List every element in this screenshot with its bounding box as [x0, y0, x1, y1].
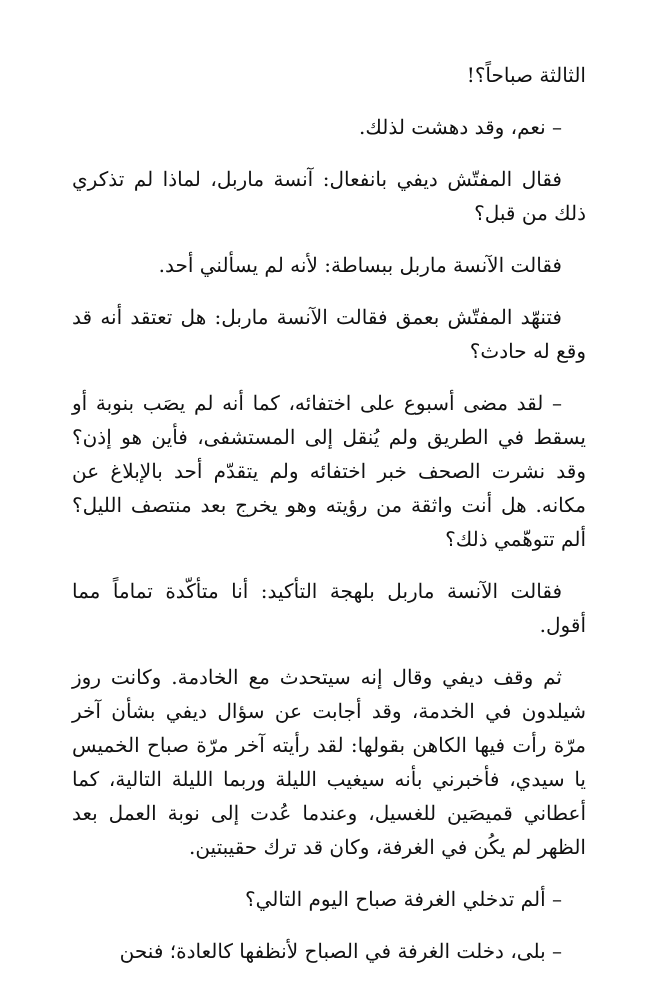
paragraph-1: الثالثة صباحاً؟!	[466, 63, 586, 87]
paragraph-2: – نعم، وقد دهشت لذلك.	[359, 115, 562, 139]
paragraph-5: فتنهّد المفتّش بعمق فقالت الآنسة ماربل: هل تعتقد أنه قد وقع له حادث؟	[72, 305, 586, 363]
paragraph-7: فقالت الآنسة ماربل بلهجة التأكيد: أنا متأكّدة تماماً مما أقول.	[72, 579, 586, 637]
paragraph-6: – لقد مضى أسبوع على اختفائه، كما أنه لم يصَب بنوبة أو يسقط في الطريق ولم يُنقل إلى المستشفى، فأين هو إذن؟ وقد نشرت الصحف خبر اختفائه ولم يتقدّم أحد بالإبلاغ عن مكانه. هل أنت واثقة من رؤيته وهو يخرج بعد منتصف الليل؟ ألم تتوهّمي ذلك؟	[72, 391, 586, 551]
paragraph-3: فقال المفتّش ديفي بانفعال: آنسة ماربل، لماذا لم تذكري ذلك من قبل؟	[72, 167, 586, 225]
book-page	[72, 58, 586, 986]
paragraph-8: ثم وقف ديفي وقال إنه سيتحدث مع الخادمة. وكانت روز شيلدون في الخدمة، وقد أجابت عن سؤال ديفي بشأن آخر مرّة رأت فيها الكاهن بقولها: لقد رأيته آخر مرّة صباح الخميس يا سيدي، فأخبرني بأنه سيغيب الليلة وربما الليلة التالية، كما أعطاني قميصَين للغسيل، وعندما عُدت إلى نوبة العمل بعد الظهر لم يكُن في الغرفة، وكان قد ترك حقيبتين.	[72, 665, 586, 859]
paragraph-4: فقالت الآنسة ماربل ببساطة: لأنه لم يسألني أحد.	[158, 253, 562, 277]
paragraph-10: – بلى، دخلت الغرفة في الصباح لأنظفها كالعادة؛ فنحن	[119, 939, 562, 963]
paragraph-9: – ألم تدخلي الغرفة صباح اليوم التالي؟	[244, 887, 562, 911]
